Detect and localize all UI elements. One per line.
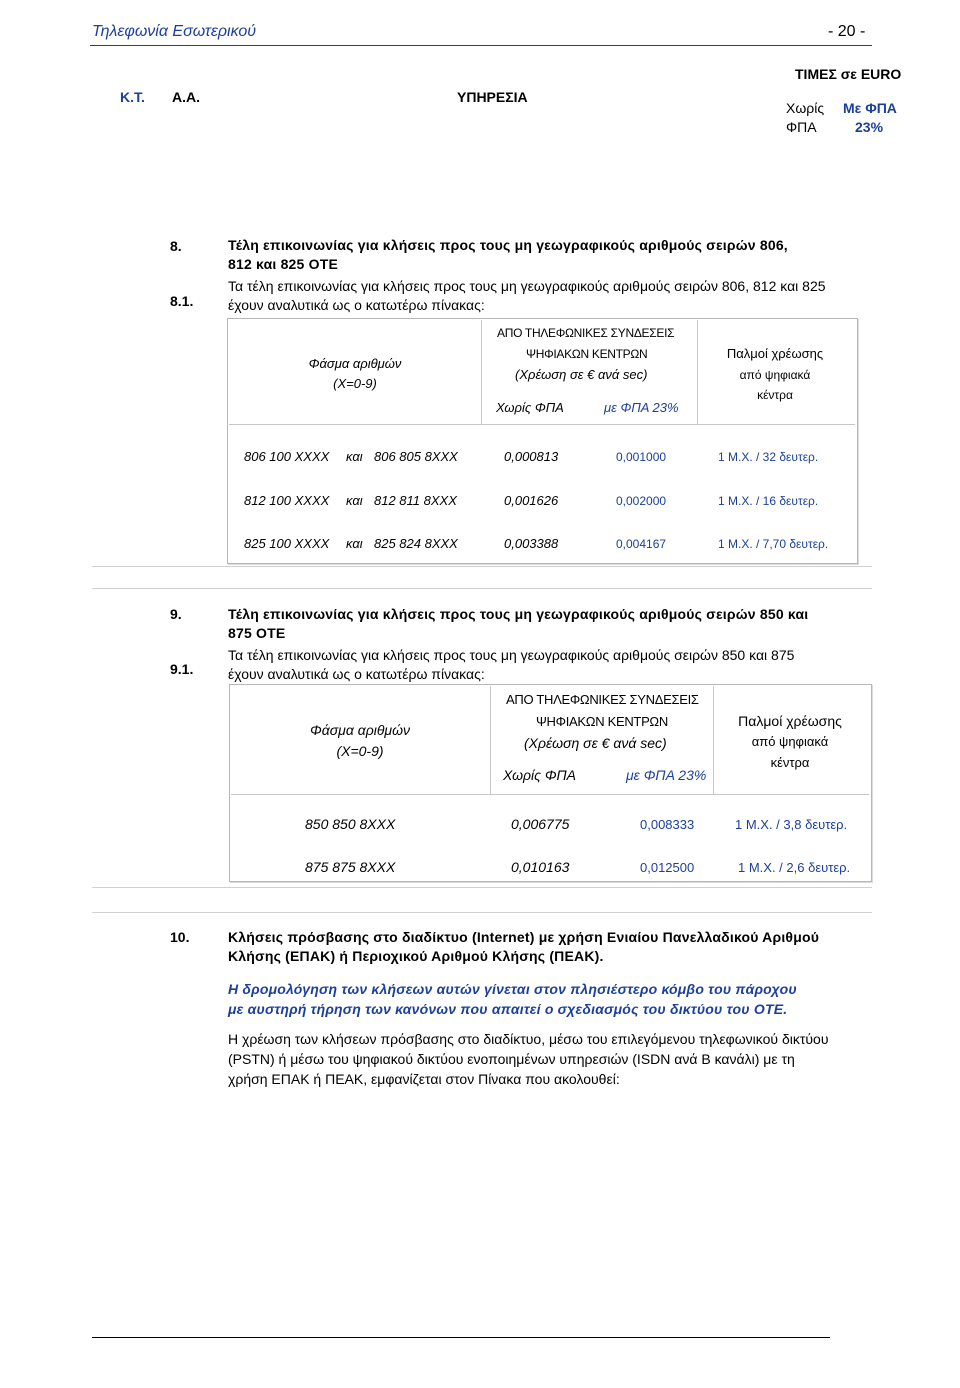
row-divider — [92, 566, 872, 567]
section-9-title-1: Τέλη επικοινωνίας για κλήσεις προς τους μη γεωγραφικούς αριθμούς σειρών 850 και — [228, 606, 809, 622]
row-divider — [92, 912, 872, 913]
table-9-range-sub: (X=0-9) — [336, 743, 384, 759]
col-kt: Κ.Τ. — [120, 89, 145, 105]
table-8-from-3: (Χρέωση σε € ανά sec) — [515, 367, 648, 382]
table-8-divider-1 — [481, 320, 482, 424]
table-8-header-divider — [229, 424, 855, 425]
table-9-pulse-1: Παλμοί χρέωσης — [738, 713, 842, 729]
section-8-number: 8. — [170, 238, 182, 254]
row-price-with-vat: 0,004167 — [616, 537, 667, 551]
document-header-title: Τηλεφωνία Εσωτερικού — [92, 23, 257, 40]
table-9-pulse-2: από ψηφιακά — [751, 734, 829, 749]
table-9-pulse-3: κέντρα — [770, 755, 810, 770]
row-divider — [92, 887, 872, 888]
table-8-from-1: ΑΠΟ ΤΗΛΕΦΩΝΙΚΕΣ ΣΥΝΔΕΣΕΙΣ — [497, 326, 675, 340]
row-pulse: 1 Μ.Χ. / 2,6 δευτερ. — [738, 860, 851, 875]
row-range-end: 812 811 8XXX — [374, 493, 457, 508]
table-9-with-vat: με ΦΠΑ 23% — [626, 767, 707, 783]
table-8-with-vat: με ΦΠΑ 23% — [604, 400, 679, 415]
section-9-1-text-2: έχουν αναλυτικά ως ο κατωτέρω πίνακας: — [228, 666, 485, 682]
row-price-with-vat: 0,008333 — [640, 817, 695, 832]
section-10-routing-note-1: Η δρομολόγηση των κλήσεων αυτών γίνεται στον πλησιέστερο κόμβο του πάροχου — [228, 981, 797, 997]
row-price-with-vat: 0,002000 — [616, 494, 667, 508]
col-prices: ΤΙΜΕΣ σε EURO — [795, 66, 902, 82]
row-range-end: 806 805 8XXX — [374, 449, 458, 464]
section-9-1-number: 9.1. — [170, 661, 194, 677]
row-range: 850 850 8XXX — [305, 816, 396, 832]
table-9-divider-1 — [490, 686, 491, 794]
table-8-range-sub: (X=0-9) — [333, 376, 377, 391]
row-price-no-vat: 0,003388 — [504, 536, 559, 551]
row-price-with-vat: 0,012500 — [640, 860, 695, 875]
section-10-number: 10. — [170, 929, 190, 945]
row-pulse: 1 Μ.Χ. / 32 δευτερ. — [718, 450, 819, 464]
section-9-title-2: 875 ΟΤΕ — [228, 625, 286, 641]
table-9-range-label: Φάσμα αριθμών — [310, 722, 410, 738]
row-range-start: 806 100 XXXX — [244, 449, 330, 464]
col-vat-2: 23% — [855, 119, 884, 135]
table-8-pulse-3: κέντρα — [757, 388, 793, 402]
table-9-from-3: (Χρέωση σε € ανά sec) — [524, 735, 667, 751]
table-9-from-1: ΑΠΟ ΤΗΛΕΦΩΝΙΚΕΣ ΣΥΝΔΕΣΕΙΣ — [506, 692, 699, 707]
section-8-1-text-1: Τα τέλη επικοινωνίας για κλήσεις προς τους μη γεωγραφικούς αριθμούς σειρών 806, 812 και 825 — [228, 278, 826, 294]
col-no-vat-1: Χωρίς — [786, 100, 825, 116]
row-divider — [92, 588, 872, 589]
section-9-1-text-1: Τα τέλη επικοινωνίας για κλήσεις προς τους μη γεωγραφικούς αριθμούς σειρών 850 και 875 — [228, 647, 795, 663]
row-price-no-vat: 0,001626 — [504, 493, 559, 508]
section-8-title-2: 812 και 825 ΟΤΕ — [228, 256, 339, 272]
row-conjunction: και — [346, 493, 363, 508]
section-10-para-3: χρήση ΕΠΑΚ ή ΠΕΑΚ, εμφανίζεται στον Πίνακα που ακολουθεί: — [228, 1071, 620, 1087]
row-conjunction: και — [346, 449, 363, 464]
row-price-no-vat: 0,006775 — [511, 816, 570, 832]
row-price-no-vat: 0,000813 — [504, 449, 559, 464]
section-8-1-number: 8.1. — [170, 293, 194, 309]
row-range-start: 825 100 XXXX — [244, 536, 330, 551]
row-range-end: 825 824 8XXX — [374, 536, 458, 551]
section-8-1-text-2: έχουν αναλυτικά ως ο κατωτέρω πίνακας: — [228, 297, 485, 313]
section-10-title-1: Κλήσεις πρόσβασης στο διαδίκτυο (Internet) με χρήση Ενιαίου Πανελλαδικού Αριθμού — [228, 929, 820, 945]
table-9-from-2: ΨΗΦΙΑΚΩΝ ΚΕΝΤΡΩΝ — [536, 714, 668, 729]
table-8-range-label: Φάσμα αριθμών — [308, 356, 402, 371]
col-vat-1: Με ΦΠΑ — [843, 100, 897, 116]
table-9-no-vat: Χωρίς ΦΠΑ — [503, 767, 577, 783]
col-no-vat-2: ΦΠΑ — [786, 119, 817, 135]
col-service: ΥΠΗΡΕΣΙΑ — [457, 89, 528, 105]
footer-divider — [92, 1337, 830, 1338]
section-9-number: 9. — [170, 606, 182, 622]
row-range-start: 812 100 XXXX — [244, 493, 330, 508]
section-10-routing-note-2: με αυστηρή τήρηση των κανόνων που απαιτεί ο σχεδιασμός του δικτύου του ΟΤΕ. — [228, 1001, 788, 1017]
row-price-with-vat: 0,001000 — [616, 450, 667, 464]
table-9-header-divider — [231, 794, 869, 795]
row-conjunction: και — [346, 536, 363, 551]
table-8-pulse-1: Παλμοί χρέωσης — [726, 346, 824, 361]
row-price-no-vat: 0,010163 — [511, 859, 570, 875]
row-pulse: 1 Μ.Χ. / 7,70 δευτερ. — [718, 537, 829, 551]
col-aa: Α.Α. — [172, 89, 200, 105]
row-range: 875 875 8XXX — [305, 859, 396, 875]
section-8-title-1: Τέλη επικοινωνίας για κλήσεις προς τους μη γεωγραφικούς αριθμούς σειρών 806, — [228, 237, 788, 253]
table-8-pulse-2: από ψηφιακά — [739, 368, 811, 382]
table-9-divider-2 — [713, 686, 714, 794]
header-divider — [90, 45, 872, 46]
section-10-para-2: (PSTN) ή μέσω του ψηφιακού δικτύου ενοποιημένων υπηρεσιών (ISDN ανά B κανάλι) με τη — [228, 1051, 795, 1067]
table-8-from-2: ΨΗΦΙΑΚΩΝ ΚΕΝΤΡΩΝ — [526, 347, 648, 361]
table-8-no-vat: Χωρίς ΦΠΑ — [496, 400, 564, 415]
section-10-title-2: Κλήσης (ΕΠΑΚ) ή Περιοχικού Αριθμού Κλήσης (ΠΕΑΚ). — [228, 948, 604, 964]
table-8-divider-2 — [697, 320, 698, 424]
page-number: - 20 - — [828, 23, 866, 40]
row-pulse: 1 Μ.Χ. / 3,8 δευτερ. — [735, 817, 848, 832]
section-10-para-1: Η χρέωση των κλήσεων πρόσβασης στο διαδίκτυο, μέσω του επιλεγόμενου τηλεφωνικού δικτύου — [228, 1031, 829, 1047]
row-pulse: 1 Μ.Χ. / 16 δευτερ. — [718, 494, 819, 508]
